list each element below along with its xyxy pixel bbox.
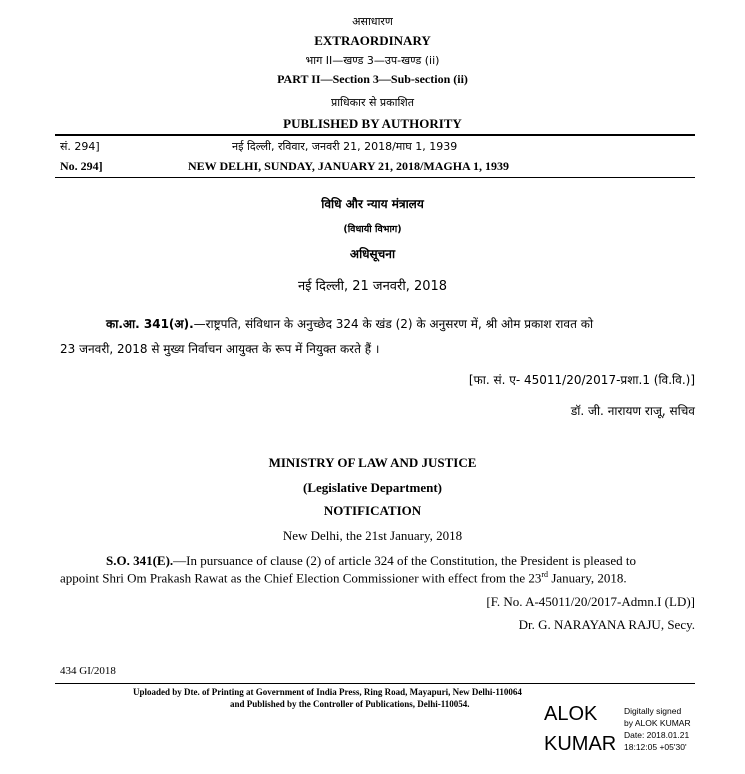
- english-body-sup: rd: [541, 570, 549, 579]
- signature-detail-2: by ALOK KUMAR: [624, 718, 691, 728]
- english-body-text2a: appoint Shri Om Prakash Rawat as the Chief Election Commissioner with effect from the 23: [60, 570, 542, 586]
- signature-name-line1: ALOK: [544, 703, 598, 725]
- issue-date-hindi: नई दिल्ली, रविवार, जनवरी 21, 2018/माघ 1, 1939: [232, 140, 458, 153]
- english-body-text1: —In pursuance of clause (2) of article 324 of the Constitution, the President is pleased to: [173, 553, 636, 568]
- hindi-body-line2: 23 जनवरी, 2018 से मुख्य निर्वाचन आयुक्त के रूप में नियुक्त करते हैं ।: [60, 342, 380, 356]
- issue-number-hindi: सं. 294]: [60, 140, 100, 153]
- english-file-number: [F. No. A-45011/20/2017-Admn.I (LD)]: [486, 594, 695, 609]
- english-title: NOTIFICATION: [323, 503, 422, 518]
- hindi-ministry: विधि और न्याय मंत्रालय: [321, 197, 424, 211]
- english-signatory: Dr. G. NARAYANA RAJU, Secy.: [518, 617, 695, 632]
- header-hindi-extraordinary: असाधारण: [352, 15, 393, 28]
- header-hindi-authority: प्राधिकार से प्रकाशित: [330, 96, 415, 109]
- header-part: PART II—Section 3—Sub-section (ii): [277, 72, 468, 86]
- header-authority: PUBLISHED BY AUTHORITY: [283, 116, 462, 131]
- hindi-ref-number: का.आ. 341(अ).: [106, 317, 194, 331]
- english-department: (Legislative Department): [303, 480, 442, 495]
- hindi-body-text1: —राष्ट्रपति, संविधान के अनुच्छेद 324 के खंड (2) के अनुसरण में, श्री ओम प्रकाश रावत को: [193, 317, 594, 331]
- footer-line1: Uploaded by Dte. of Printing at Government of India Press, Ring Road, Mayapuri, New Delhi-110064: [133, 687, 522, 697]
- footer-line2: and Published by the Controller of Publications, Delhi-110054.: [230, 699, 470, 709]
- english-body-line1: [106, 553, 636, 569]
- footer-code: 434 GI/2018: [60, 665, 116, 677]
- header-rule-top: [55, 134, 695, 136]
- hindi-body-line1: [106, 315, 593, 332]
- header-rule-bottom: [55, 177, 695, 178]
- hindi-file-number: [फा. सं. ए- 45011/20/2017-प्रशा.1 (वि.वि.)]: [468, 373, 695, 387]
- hindi-title: अधिसूचना: [349, 247, 396, 261]
- issue-date: NEW DELHI, SUNDAY, JANUARY 21, 2018/MAGHA 1, 1939: [188, 159, 510, 173]
- english-place-date: New Delhi, the 21st January, 2018: [282, 528, 463, 543]
- hindi-department: (विधायी विभाग): [343, 224, 402, 235]
- signature-detail-4: 18:12:05 +05'30': [624, 742, 687, 752]
- english-ministry: MINISTRY OF LAW AND JUSTICE: [268, 455, 477, 470]
- signature-detail-1: Digitally signed: [624, 706, 682, 716]
- header-hindi-part: भाग II—खण्ड 3—उप-खण्ड (ii): [305, 54, 440, 67]
- english-ref-number: S.O. 341(E).: [106, 553, 174, 568]
- signature-name-line2: KUMAR: [544, 733, 617, 755]
- signature-detail-3: Date: 2018.01.21: [624, 730, 690, 740]
- english-body-text2b: January, 2018.: [548, 570, 627, 586]
- english-body-line2: [60, 570, 627, 586]
- hindi-signatory: डॉ. जी. नारायण राजू, सचिव: [570, 404, 695, 418]
- header-extraordinary: EXTRAORDINARY: [314, 33, 431, 48]
- issue-number: No. 294]: [60, 159, 103, 173]
- hindi-place-date: नई दिल्ली, 21 जनवरी, 2018: [297, 279, 448, 294]
- footer-rule: [55, 683, 695, 684]
